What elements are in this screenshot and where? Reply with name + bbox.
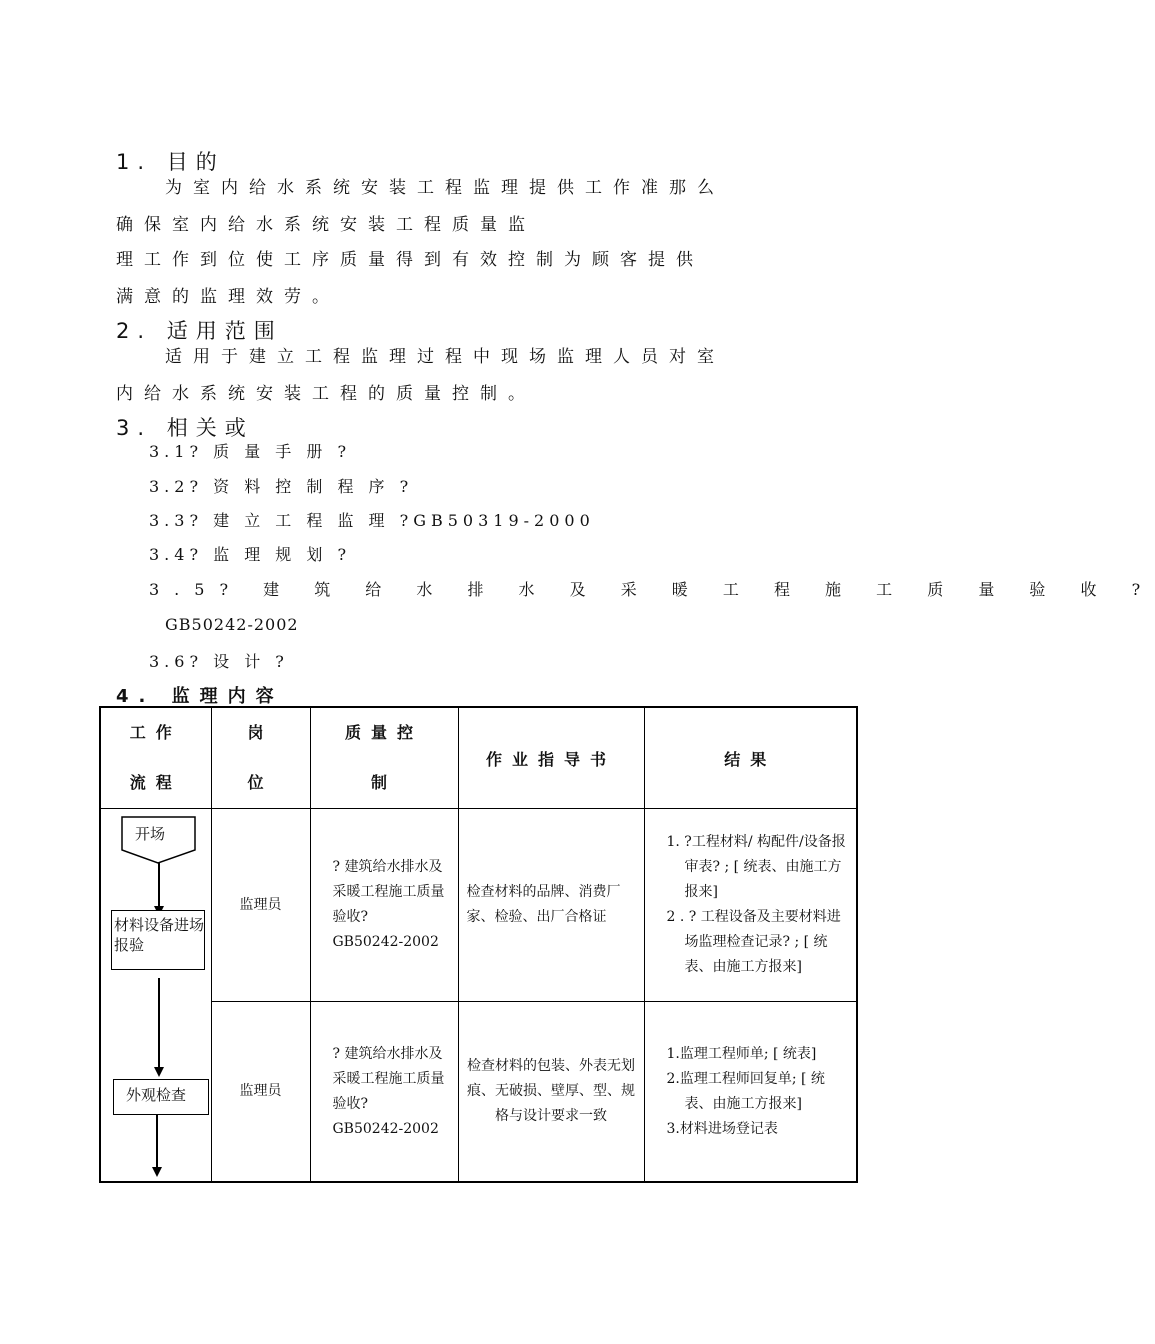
supervision-table — [99, 706, 858, 1183]
reference-item: 3.2? 资 料 控 制 程 序 ? — [149, 477, 414, 496]
result-item: 1. ?工程材料/ 构配件/设备报审表? ; [ 统表、由施工方报来] — [666, 834, 846, 901]
flow-connector — [158, 863, 160, 911]
row-2-standard-title: ? 建筑给水排水及采暖工程施工质量验收? — [332, 1045, 445, 1112]
row-1-guide: 检查材料的品牌、消费厂家、检验、出厂合格证 — [458, 809, 644, 1002]
section-1-line-4: 满意的监理效劳。 — [116, 287, 340, 307]
table-header-row — [100, 707, 857, 809]
header-qc-line-2: 制 — [370, 773, 397, 792]
flow-step-material-inspection: 材料设备进场报验 — [111, 910, 205, 970]
header-flow — [100, 707, 211, 809]
header-post — [211, 707, 310, 809]
flow-connector — [156, 1115, 158, 1167]
section-1-title: 1. 目的 — [116, 150, 225, 174]
flow-start-label: 开场 — [135, 825, 166, 843]
row-1-standard — [310, 809, 458, 1002]
reference-item: GB50242-2002 — [165, 615, 299, 634]
row-2-standard-code: GB50242-2002 — [332, 1120, 439, 1137]
table-row — [100, 1002, 857, 1182]
reference-item: 3.5? 建 筑 给 水 排 水 及 采 暖 工 程 施 工 质 量 验 收 ? — [149, 580, 1155, 599]
result-item: 2.监理工程师回复单; [ 统表、由施工方报来] — [666, 1070, 825, 1112]
header-qc-line-1: 质量控 — [344, 723, 423, 742]
section-2-line-1: 适用于建立工程监理过程中现场监理人员对室 — [165, 347, 725, 367]
section-2-line-2: 内给水系统安装工程的质量控制。 — [116, 384, 536, 404]
result-item: 1.监理工程师单; [ 统表] — [666, 1045, 817, 1062]
row-2-post: 监理员 — [211, 1002, 310, 1182]
header-result: 结果 — [644, 707, 857, 809]
reference-item: 3.1? 质 量 手 册 ? — [149, 442, 352, 461]
result-item: 2 . ? 工程设备及主要材料进场监理检查记录? ; [ 统表、由施工方报来] — [666, 909, 841, 976]
row-2-results — [644, 1002, 857, 1182]
row-1-standard-code: GB50242-2002 — [332, 934, 439, 951]
header-guide: 作业指导书 — [458, 707, 644, 809]
arrow-down-icon — [152, 1167, 162, 1177]
row-1-standard-title: ? 建筑给水排水及采暖工程施工质量验收? — [332, 859, 445, 926]
result-item: 3.材料进场登记表 — [666, 1120, 778, 1137]
section-1-line-3: 理工作到位使工序质量得到有效控制为顾客提供 — [116, 250, 704, 270]
section-4-title: 4. 监理内容 — [116, 686, 284, 707]
flow-step-appearance-check: 外观检查 — [113, 1079, 209, 1115]
reference-item: 3.3? 建 立 工 程 监 理 ?GB50319-2000 — [149, 511, 595, 530]
table-row — [100, 809, 857, 1002]
reference-item: 3.4? 监 理 规 划 ? — [149, 545, 352, 564]
row-1-post: 监理员 — [211, 809, 310, 1002]
flow-chart — [100, 809, 211, 1183]
row-2-guide: 检查材料的包装、外表无划痕、无破损、壁厚、型、规格与设计要求一致 — [458, 1002, 644, 1182]
header-post-line-1: 岗 — [247, 723, 274, 742]
row-1-results — [644, 809, 857, 1002]
section-1-line-2: 确保室内给水系统安装工程质量监 — [116, 215, 536, 235]
header-post-line-2: 位 — [247, 773, 274, 792]
flow-connector — [158, 978, 160, 1068]
section-2-title: 2. 适用范围 — [116, 319, 283, 343]
section-3-title: 3. 相关或 — [116, 416, 254, 440]
row-2-standard — [310, 1002, 458, 1182]
section-1-line-1: 为室内给水系统安装工程监理提供工作准那么 — [165, 178, 725, 198]
header-flow-line-1: 工作 — [129, 723, 182, 742]
arrow-down-icon — [154, 1067, 164, 1077]
header-flow-line-2: 流程 — [129, 773, 182, 792]
reference-item: 3.6? 设 计 ? — [149, 652, 289, 671]
header-quality-control — [310, 707, 458, 809]
